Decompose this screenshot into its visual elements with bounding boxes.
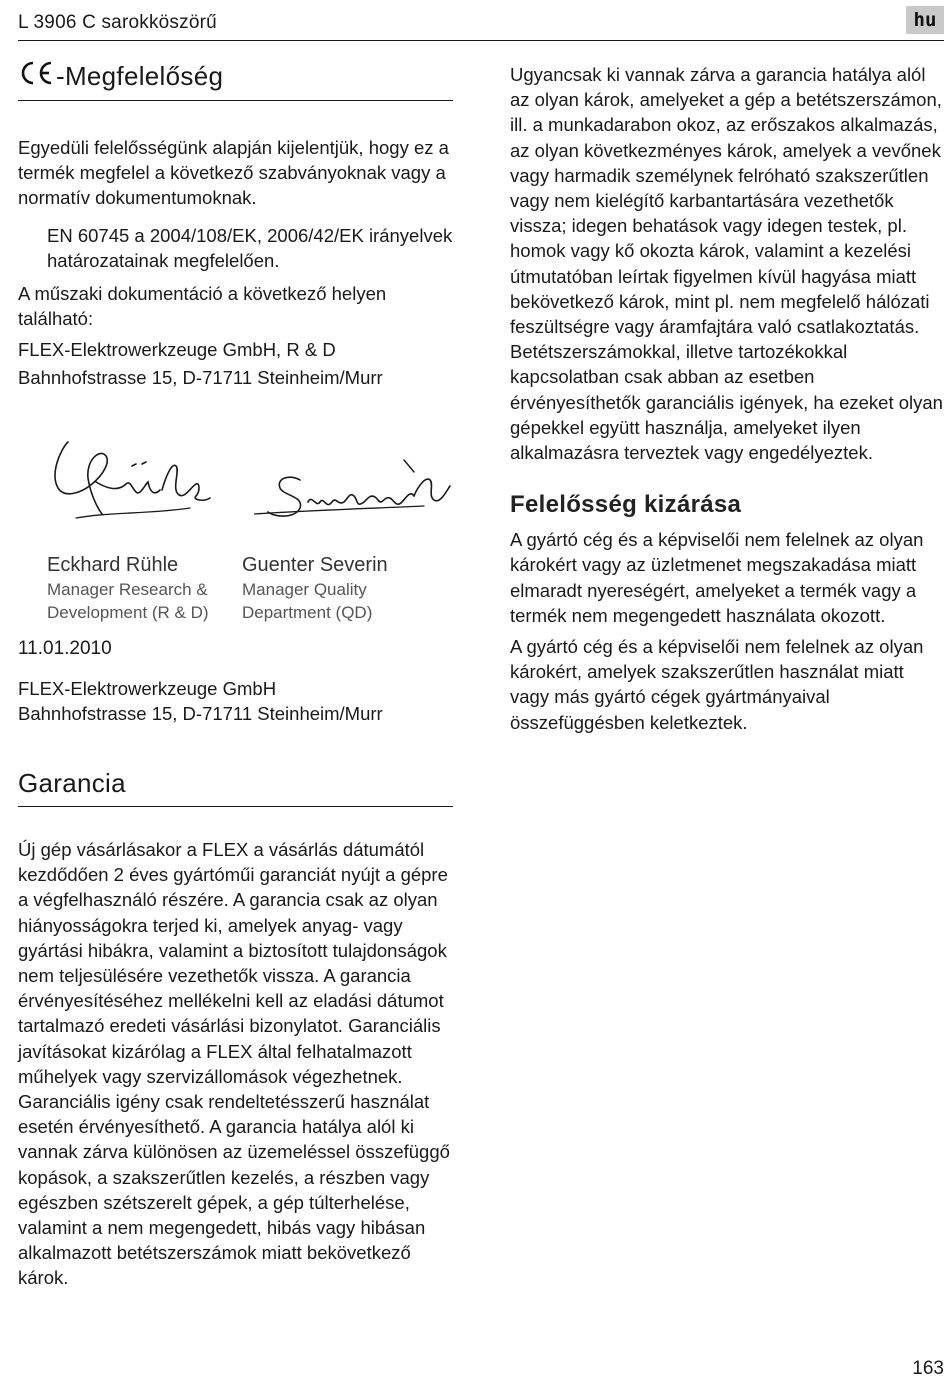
signer-ruhle xyxy=(18,552,242,624)
right-column xyxy=(510,62,945,735)
left-column xyxy=(18,60,453,1291)
company-address-line2: Bahnhofstrasse 15, D-71711 Steinheim/Murr xyxy=(18,702,383,724)
ce-mark-icon xyxy=(18,60,54,93)
warranty-heading: Garancia xyxy=(18,768,126,799)
signer-role: Department (QD) xyxy=(242,603,373,623)
signer-name: Guenter Severin xyxy=(242,554,388,577)
warranty-continuation: Ugyancsak ki vannak zárva a garancia hatálya alól az olyan károk, amelyeket a gép a betétszerszámon, ill. a munkadarabon okoz, az erőszakos alkalmazás, az olyan következményes károk, amelyek a vevőnek vagy harmadik személynek felróható szakszerűtlen vagy nem kielégítő karbantartására vezethetők vissza; idegen behatások vagy idegen testek, pl. homok vagy kő okozta károk, valamint a kezelési útmutatóban leírtak figyelmen kívül hagyása miatt bekövetkező károk, mint pl. nem megfelelő hálózati feszültségre vagy áramfajtára való csatlakoztatás. Betétszerszámokkal, illetve tartozékokkal kapcsolatban csak abban az esetben érvényesíthetők garanciális igények, ha ezeket olyan gépekkel együtt használja, amelyeket ilyen alkalmazásra terveztek vagy engedélyeztek. xyxy=(510,64,943,464)
conformity-intro: Egyedüli felelősségünk alapján kijelentjük, hogy ez a termék megfelel a következő szabványoknak vagy a normatív dokumentumoknak. xyxy=(18,137,449,209)
language-badge: hu xyxy=(906,6,944,34)
conformity-heading-text: -Megfelelőség xyxy=(56,61,224,91)
signer-name: Eckhard Rühle xyxy=(47,554,179,577)
conformity-heading xyxy=(18,60,453,100)
signer-role: Manager Research & xyxy=(47,580,208,600)
signature-ruhle xyxy=(40,422,220,532)
signers xyxy=(18,552,453,624)
doc-address-line2: Bahnhofstrasse 15, D-71711 Steinheim/Murr xyxy=(18,367,383,389)
liability-paragraph-1: A gyártó cég és a képviselői nem felelnek az olyan károkért vagy az üzletmenet megszakadása miatt elmaradt nyereségért, amelyeket a termék vagy a termék nem megengedett használata okozott. xyxy=(510,529,924,626)
page-number: 163 xyxy=(912,1358,944,1379)
signature-severin xyxy=(254,456,454,536)
signer-role: Development (R & D) xyxy=(47,603,209,623)
signer-severin xyxy=(242,552,452,624)
conformity-divider xyxy=(18,100,453,101)
warranty-text: Új gép vásárlásakor a FLEX a vásárlás dátumától kezdődően 2 éves gyártóműi garanciát nyújt a gépre a végfelhasználó részére. A garancia csak az olyan hiányosságokra terjed ki, amelyek anyag- vagy gyártási hibákra, valamint a biztosított tulajdonságok nem teljesülésére vezethetők vissza. A garancia érvényesítéséhez mellékelni kell az eladási dátumot tartalmazó eredeti vásárlási bizonylatot. Garanciális javításokat kizárólag a FLEX által felhatalmazott műhelyek vagy szervizállomások végezhetnek. Garanciális igény csak rendeltetésszerű használat esetén érvényesíthető. A garancia hatálya alól ki vannak zárva különösen az üzemeléssel összefüggő kopások, a szakszerűtlen kezelés, a részben vagy egészben szétszerelt gépek, a gép túlterhelése, valamint a nem megengedett, hibás vagy hibásan alkalmazott betétszerszámok miatt bekövetkező károk. xyxy=(18,839,450,1289)
conformity-standard: EN 60745 a 2004/108/EK, 2006/42/EK irányelvek határozatainak megfelelően. xyxy=(47,224,453,271)
liability-paragraph-2: A gyártó cég és a képviselői nem felelnek az olyan károkért, amelyek szakszerűtlen használat miatt vagy más gyártó cégek gyártmányaival összefüggésben keletkeztek. xyxy=(510,636,924,733)
signer-role: Manager Quality xyxy=(242,580,367,600)
signature-date: 11.01.2010 xyxy=(18,638,112,660)
doc-address-line1: FLEX-Elektrowerkzeuge GmbH, R & D xyxy=(18,339,336,361)
doc-location-text: A műszaki dokumentáció a következő helyen található: xyxy=(18,283,387,330)
document-title: L 3906 C sarokköszörű xyxy=(18,12,217,33)
liability-heading: Felelősség kizárása xyxy=(510,491,742,519)
company-address-line1: FLEX-Elektrowerkzeuge GmbH xyxy=(18,677,277,699)
warranty-divider xyxy=(18,806,453,807)
doc-address xyxy=(18,336,453,392)
signatures-area xyxy=(18,422,453,552)
company-address xyxy=(18,676,453,726)
header-divider xyxy=(18,40,944,41)
